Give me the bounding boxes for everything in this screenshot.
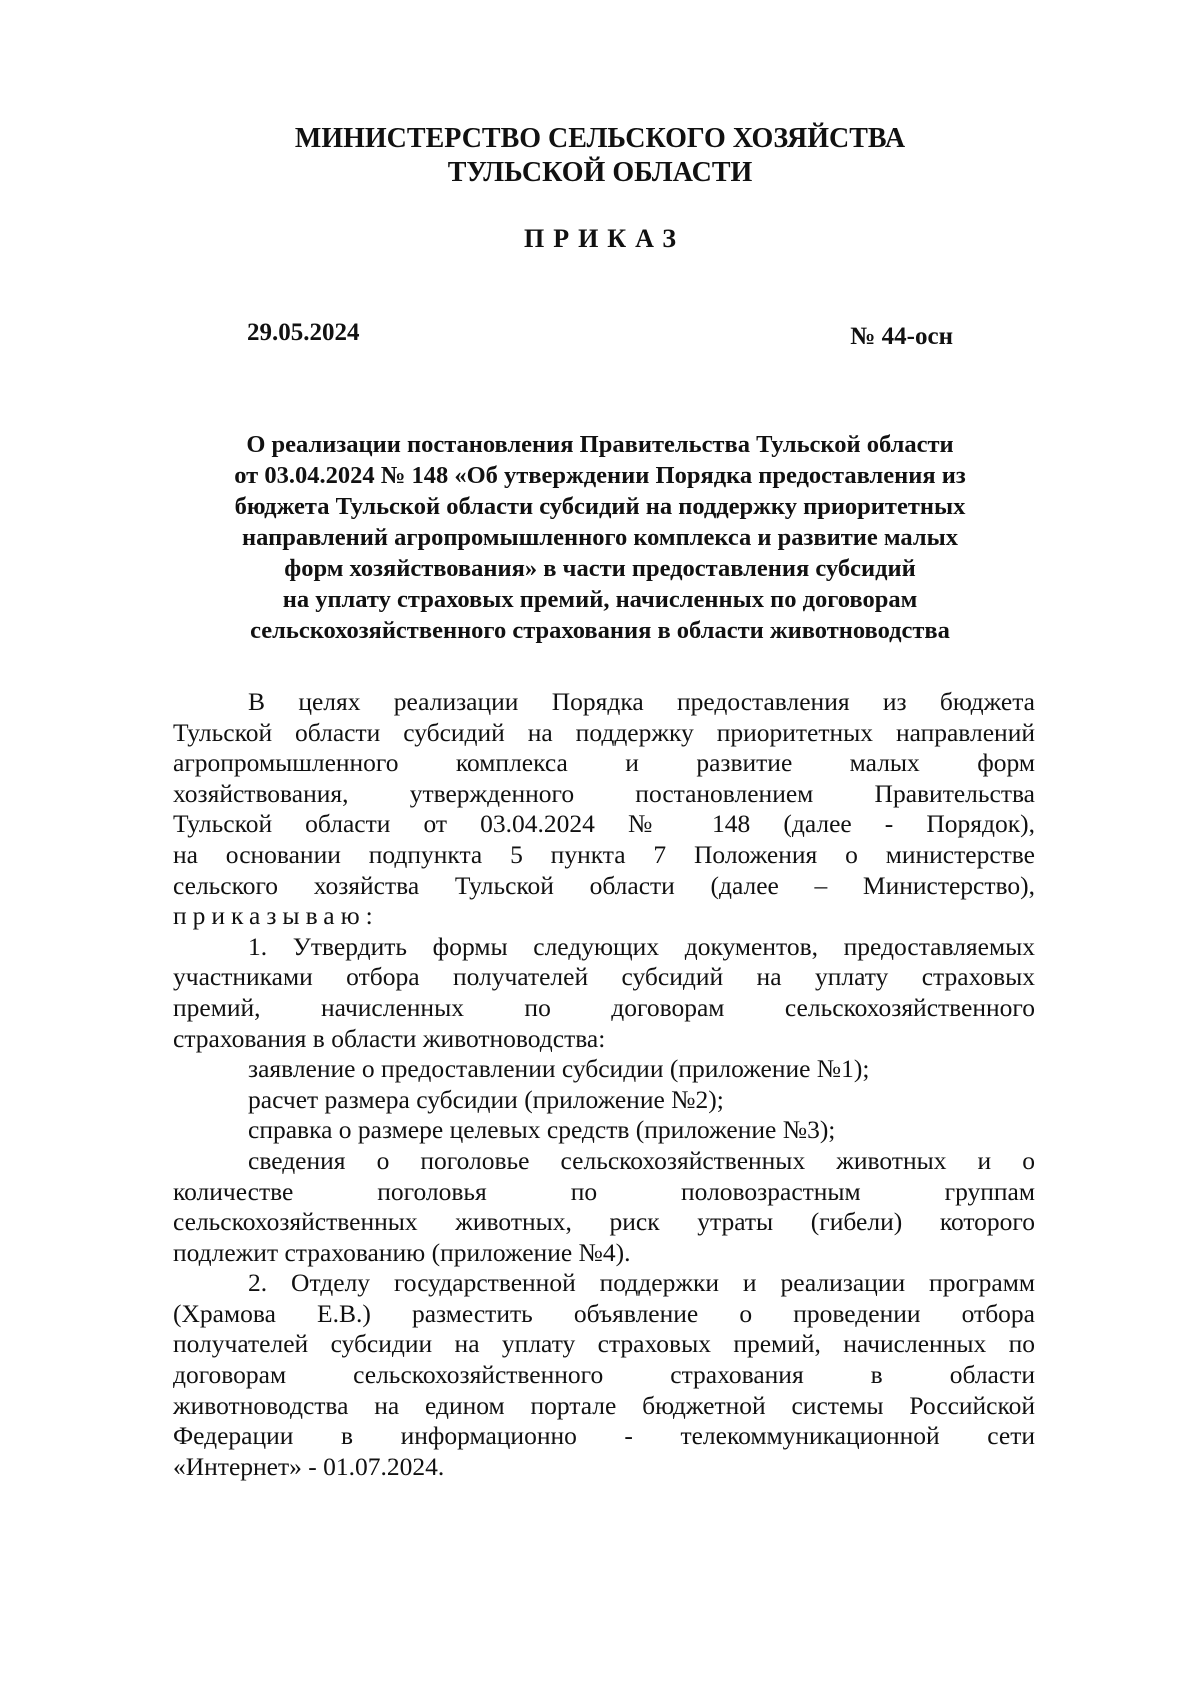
order-body [173, 687, 1035, 1482]
body-line: сельского хозяйства Тульской области (далее – Министерство), [173, 870, 1035, 900]
body-line: получателей субсидии на уплату страховых премий, начисленных по [173, 1329, 1035, 1359]
body-line: В целях реализации Порядка предоставления из бюджета [248, 687, 1035, 716]
body-line: агропромышленного комплекса и развитие малых форм [173, 748, 1035, 778]
subject-line: форм хозяйствования» в части предоставления субсидий [284, 555, 916, 582]
order-date: 29.05.2024 [247, 319, 360, 346]
body-line: страхования в области животноводства: [173, 1023, 606, 1053]
order-number: № 44-осн [850, 323, 953, 350]
body-line-order-verb: приказываю: [173, 901, 379, 931]
subject-line: О реализации постановления Правительства Тульской области [246, 431, 954, 458]
body-line: участниками отбора получателей субсидий на уплату страховых [173, 962, 1035, 992]
ministry-name-line-1: МИНИСТЕРСТВО СЕЛЬСКОГО ХОЗЯЙСТВА [294, 123, 906, 154]
body-line: хозяйствования, утвержденного постановлением Правительства [173, 778, 1035, 808]
body-line-appendix-2: расчет размера субсидии (приложение №2); [248, 1084, 724, 1114]
body-line: премий, начисленных по договорам сельскохозяйственного [173, 992, 1035, 1022]
subject-line: на уплату страховых премий, начисленных по договорам [282, 586, 918, 613]
body-line: «Интернет» - 01.07.2024. [173, 1451, 445, 1481]
body-line: Федерации в информационно - телекоммуникационной сети [173, 1421, 1035, 1451]
body-line-item-2: 2. Отделу государственной поддержки и реализации программ [248, 1268, 1035, 1298]
body-line: договорам сельскохозяйственного страхования в области [173, 1360, 1035, 1390]
body-line-appendix-4: сведения о поголовье сельскохозяйственных животных и о [248, 1145, 1035, 1175]
ministry-header [0, 122, 1200, 190]
subject-line: от 03.04.2024 № 148 «Об утверждении Порядка предоставления из [234, 462, 966, 489]
order-heading: ПРИКАЗ [523, 224, 686, 253]
subject-line: сельскохозяйственного страхования в области животноводства [250, 617, 950, 644]
body-line: подлежит страхованию (приложение №4). [173, 1237, 631, 1267]
body-line-appendix-3: справка о размере целевых средств (приложение №3); [248, 1115, 836, 1145]
body-line: на основании подпункта 5 пункта 7 Положения о министерстве [173, 839, 1035, 869]
body-line: Тульской области от 03.04.2024 № 148 (далее - Порядок), [173, 809, 1035, 839]
body-line-appendix-1: заявление о предоставлении субсидии (приложение №1); [248, 1054, 870, 1084]
body-line: животноводства на едином портале бюджетной системы Российской [173, 1390, 1035, 1420]
body-line: (Храмова Е.В.) разместить объявление о проведении отбора [173, 1298, 1035, 1328]
body-line-item-1: 1. Утвердить формы следующих документов, предоставляемых [248, 931, 1035, 961]
subject-line: направлений агропромышленного комплекса и развитие малых [242, 524, 958, 551]
ministry-name-line-2: ТУЛЬСКОЙ ОБЛАСТИ [447, 157, 753, 188]
body-line: Тульской области субсидий на поддержку приоритетных направлений [173, 717, 1035, 747]
body-line: сельскохозяйственных животных, риск утраты (гибели) которого [173, 1207, 1035, 1237]
body-line: количестве поголовья по половозрастным группам [173, 1176, 1035, 1206]
subject-line: бюджета Тульской области субсидий на поддержку приоритетных [234, 493, 966, 520]
order-subject [170, 429, 1030, 646]
